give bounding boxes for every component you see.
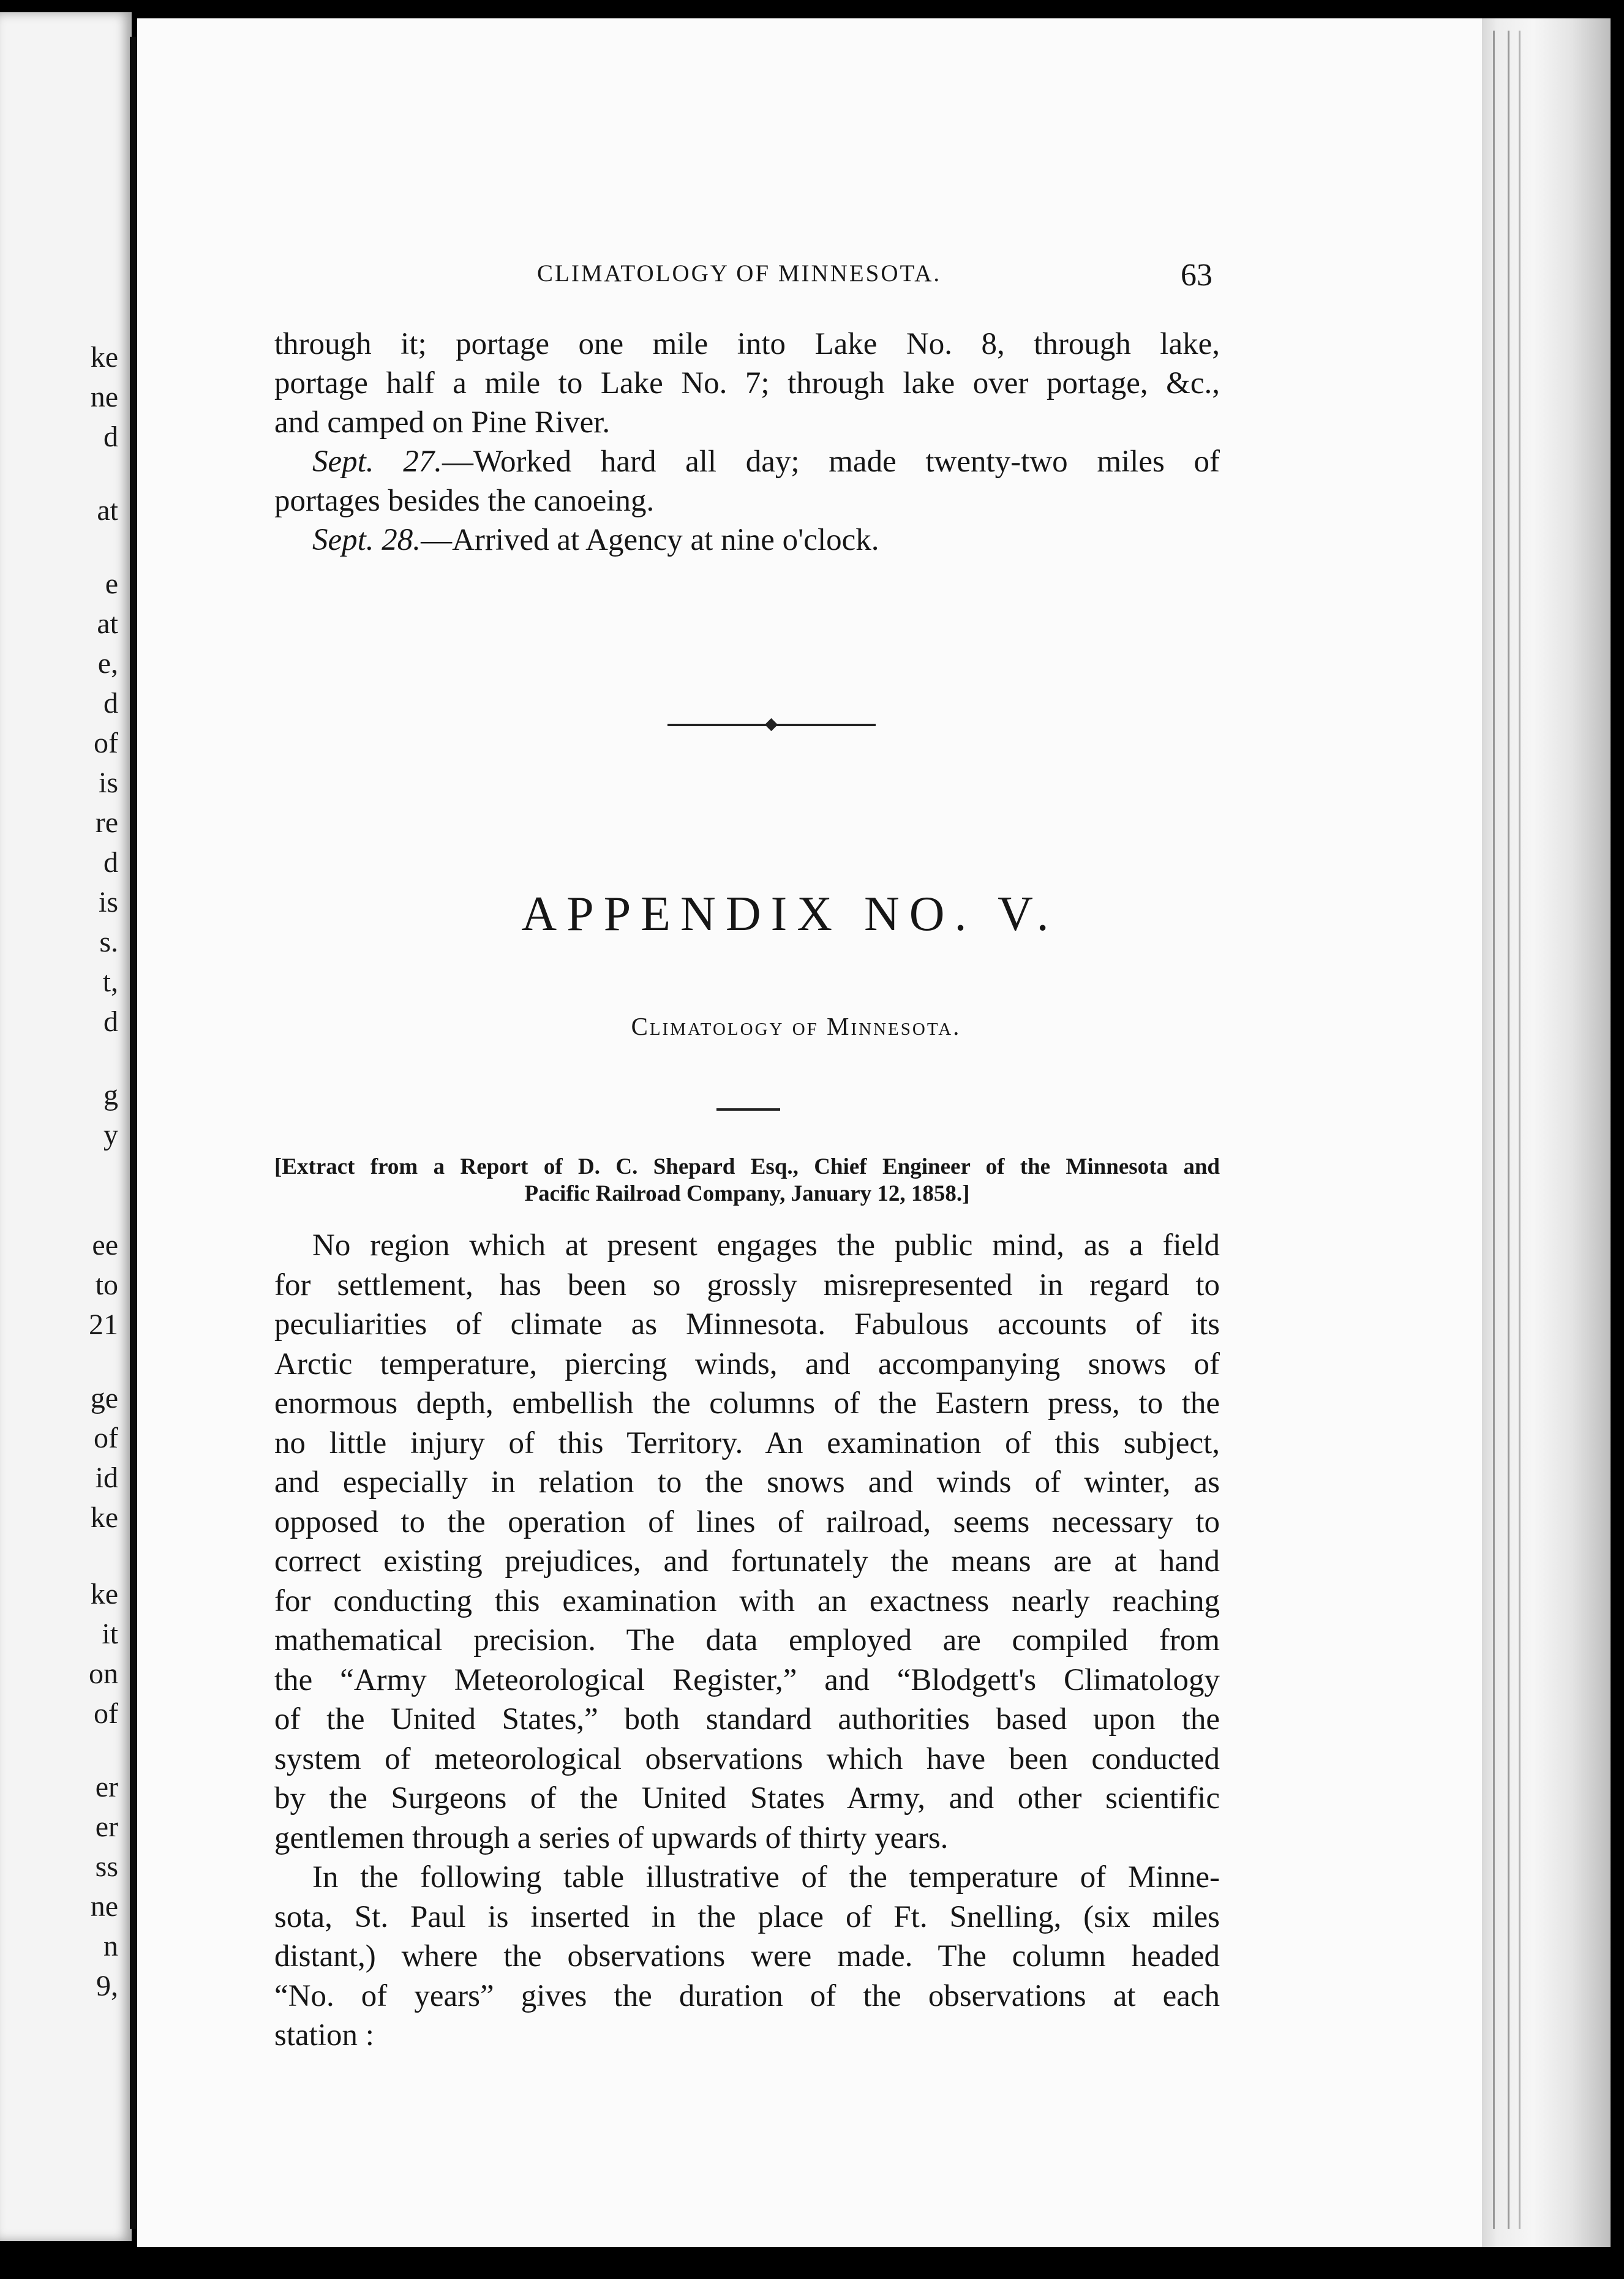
paragraph-line: gentlemen through a series of upwards of thirty years. (274, 1820, 949, 1855)
facing-page-text-fragment: re (95, 806, 118, 839)
paragraph-line: the “Army Meteorological Register,” and “Blodgett's Climatology (274, 1662, 1220, 1697)
facing-page-text-fragment: it (102, 1618, 118, 1650)
facing-page-text-fragment: of (94, 727, 118, 759)
paragraph-line: opposed to the operation of lines of railroad, seems necessary to (274, 1504, 1220, 1539)
facing-page-text-fragment: to (95, 1269, 118, 1301)
facing-page-text-fragment: d (103, 421, 118, 453)
facing-page-text-fragment: d (103, 846, 118, 879)
facing-page (0, 12, 132, 2241)
facing-page-text-fragment: d (103, 687, 118, 719)
facing-page-text-fragment: of (94, 1422, 118, 1454)
extract-note-line: [Extract from a Report of D. C. Shepard Esq., Chief Engineer of the Minnesota and (274, 1154, 1220, 1179)
facing-page-text-fragment: e (105, 568, 118, 600)
paragraph-line: and especially in relation to the snows and winds of winter, as (274, 1465, 1220, 1500)
extract-note-line: Pacific Railroad Company, January 12, 1858.] (524, 1181, 970, 1206)
page-number: 63 (1181, 258, 1212, 293)
paragraph-line: by the Surgeons of the United States Army, and other scientific (274, 1781, 1220, 1815)
continued-text-line: portage half a mile to Lake No. 7; through lake over portage, &c., (274, 366, 1220, 400)
facing-page-text-fragment: ke (90, 1501, 118, 1534)
paragraph-line: In the following table illustrative of the temperature of Minne- (312, 1860, 1220, 1894)
diary-text: —Worked hard all day; made twenty-two miles of (442, 445, 1220, 479)
continued-text-line: and camped on Pine River. (274, 405, 611, 440)
facing-page-text-fragment: ne (90, 1890, 118, 1923)
paragraph-line: distant,) where the observations were made. The column headed (274, 1939, 1220, 1973)
paragraph-line: no little injury of this Territory. An examination of this subject, (274, 1425, 1220, 1460)
facing-page-text-fragment: is (98, 886, 118, 918)
paragraph-line: for settlement, has been so grossly misrepresented in regard to (274, 1267, 1220, 1302)
facing-page-text-fragment: n (103, 1930, 118, 1962)
facing-page-text-fragment: id (95, 1462, 118, 1494)
running-head: CLIMATOLOGY OF MINNESOTA. (537, 260, 942, 287)
facing-page-text-fragment: ke (90, 1578, 118, 1610)
facing-page-text-fragment: 21 (89, 1308, 118, 1341)
paragraph-line: No region which at present engages the public mind, as a field (312, 1228, 1220, 1263)
facing-page-text-fragment: ee (92, 1229, 118, 1261)
facing-page-text-fragment: s. (99, 926, 118, 958)
paragraph-line: system of meteorological observations which have been conducted (274, 1741, 1220, 1776)
paragraph-line: mathematical precision. The data employed are compiled from (274, 1623, 1220, 1658)
facing-page-text-fragment: y (103, 1119, 118, 1151)
facing-page-text-fragment: ss (95, 1850, 118, 1883)
diary-entry-sept-28 (312, 520, 1220, 560)
facing-page-text-fragment: d (103, 1005, 118, 1038)
appendix-title: APPENDIX NO. V. (521, 887, 1059, 941)
paragraph-line: correct existing prejudices, and fortunately the means are at hand (274, 1544, 1220, 1579)
paragraph-line: sota, St. Paul is inserted in the place of Ft. Snelling, (six miles (274, 1899, 1220, 1934)
continued-text-line: through it; portage one mile into Lake No. 8, through lake, (274, 327, 1220, 361)
paragraph-line: for conducting this examination with an exactness nearly reaching (274, 1583, 1220, 1618)
facing-page-text-fragment: ne (90, 381, 118, 413)
facing-page-text-fragment: on (89, 1658, 118, 1690)
appendix-subtitle: Climatology of Minnesota. (631, 1012, 961, 1040)
facing-page-text-fragment: ke (90, 341, 118, 374)
paragraph-line: of the United States,” both standard authorities based upon the (274, 1702, 1220, 1736)
facing-page-text-fragment: at (97, 607, 118, 640)
facing-page-text-fragment: g (103, 1079, 118, 1111)
facing-page-text-fragment: of (94, 1697, 118, 1730)
paragraph-line: enormous depth, embellish the columns of the Eastern press, to the (274, 1386, 1220, 1421)
paragraph-line: Arctic temperature, piercing winds, and accompanying snows of (274, 1346, 1220, 1381)
paragraph-line: “No. of years” gives the duration of the observations at each (274, 1978, 1220, 2013)
short-rule (716, 1108, 780, 1111)
facing-page-text-fragment: t, (102, 966, 118, 998)
facing-page-text-fragment: er (95, 1771, 118, 1803)
diary-text: —Arrived at Agency at nine o'clock. (421, 523, 879, 557)
facing-page-text-fragment: at (97, 494, 118, 527)
page-edges (1482, 18, 1611, 2247)
paragraph-line: station : (274, 2018, 374, 2052)
diary-date: Sept. 27. (312, 445, 442, 479)
paragraph-line: peculiarities of climate as Minnesota. Fabulous accounts of its (274, 1307, 1220, 1342)
diary-date: Sept. 28. (312, 523, 421, 557)
facing-page-text-fragment: is (98, 767, 118, 799)
diary-entry-sept-27-cont: portages besides the canoeing. (274, 484, 655, 518)
facing-page-text-fragment: ge (90, 1382, 118, 1414)
facing-page-text-fragment: er (95, 1811, 118, 1843)
facing-page-text-fragment: 9, (96, 1970, 118, 2002)
diary-entry-sept-27 (312, 442, 1220, 481)
facing-page-text-fragment: e, (97, 647, 118, 680)
